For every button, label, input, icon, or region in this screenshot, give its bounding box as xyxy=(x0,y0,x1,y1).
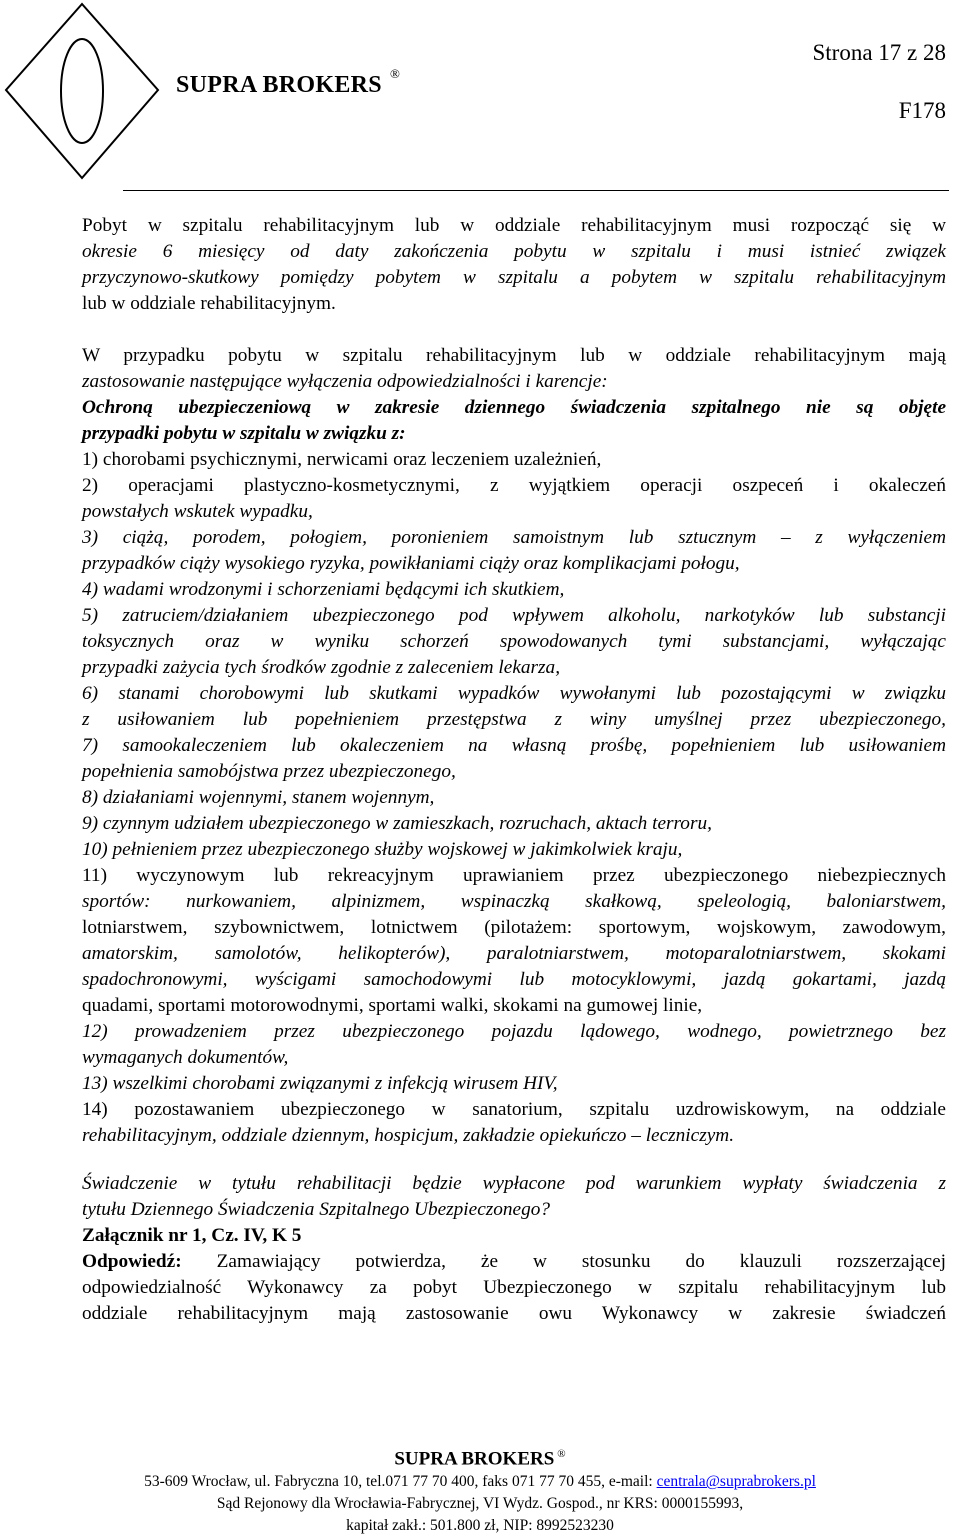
text-line: lub w oddziale rehabilitacyjnym. xyxy=(82,293,336,314)
list-item: quadami, sportami motorowodnymi, sportami walki, skokami na gumowej linie, xyxy=(82,995,703,1016)
list-item: z usiłowaniem lub popełnieniem przestępstwa z winy umyślnej przez ubezpieczonego, xyxy=(82,709,946,730)
list-item: 6) stanami chorobowymi lub skutkami wypadków wywołanymi lub pozostającymi w związku xyxy=(82,683,946,704)
exclusions-list xyxy=(82,447,946,1149)
list-item: spadochronowymi, wyścigami samochodowymi lub motocyklowymi, jazdą gokartami, jazdą xyxy=(82,969,946,990)
list-item: lotniarstwem, szybownictwem, lotnictwem (pilotażem: sportowym, wojskowym, zawodowym, xyxy=(82,917,946,938)
email-link[interactable]: centrala@suprabrokers.pl xyxy=(656,1473,816,1491)
list-item: 13) wszelkimi chorobami związanymi z infekcją wirusem HIV, xyxy=(82,1073,558,1094)
text-line xyxy=(82,1249,946,1275)
header-divider xyxy=(123,190,949,191)
text-line: przyczynowo-skutkowy pomiędzy pobytem w szpitalu a pobytem w szpitalu rehabilitacyjnym xyxy=(82,267,946,288)
list-item: powstałych wskutek wypadku, xyxy=(82,501,313,522)
footer-court-info: Sąd Rejonowy dla Wrocławia-Fabrycznej, VI Wydz. Gospod., nr KRS: 0000155993, xyxy=(216,1495,744,1513)
list-item: popełnienia samobójstwa przez ubezpieczonego, xyxy=(82,761,456,782)
list-item: rehabilitacyjnym, oddziale dziennym, hospicjum, zakładzie opiekuńczo – leczniczym. xyxy=(82,1125,735,1146)
list-item: 12) prowadzeniem przez ubezpieczonego pojazdu lądowego, wodnego, powietrznego bez xyxy=(82,1021,946,1042)
answer-text: Zamawiający potwierdza, że w stosunku do klauzuli rozszerzającej xyxy=(216,1251,946,1272)
form-code: F178 xyxy=(898,98,946,123)
text-line: przypadki pobytu w szpitalu w związku z: xyxy=(82,423,406,444)
list-item: 4) wadami wrodzonymi i schorzeniami będącymi ich skutkiem, xyxy=(82,579,565,600)
footer-capital-info: kapitał zakł.: 501.800 zł, NIP: 8992523230 xyxy=(346,1517,614,1535)
page-number: Strona 17 z 28 xyxy=(812,40,946,65)
text-line: zastosowanie następujące wyłączenia odpowiedzialności i karencje: xyxy=(82,371,608,392)
list-item: sportów: nurkowaniem, alpinizmem, wspinaczką skałkową, speleologią, baloniarstwem, xyxy=(82,891,946,912)
list-item: 10) pełnieniem przez ubezpieczonego służby wojskowej w jakimkolwiek kraju, xyxy=(82,839,683,860)
list-item: 11) wyczynowym lub rekreacyjnym uprawianiem przez ubezpieczonego niebezpiecznych xyxy=(82,865,946,886)
answer-block xyxy=(82,1249,946,1327)
text-line: W przypadku pobytu w szpitalu rehabilitacyjnym lub w oddziale rehabilitacyjnym mają xyxy=(82,345,946,366)
document-body xyxy=(82,213,946,1327)
list-item: 8) działaniami wojennymi, stanem wojennym, xyxy=(82,787,435,808)
question-block xyxy=(82,1171,946,1249)
answer-label: Odpowiedź: xyxy=(82,1251,182,1272)
paragraph-rehabilitation-timing xyxy=(82,213,946,317)
text-line: Pobyt w szpitalu rehabilitacyjnym lub w oddziale rehabilitacyjnym musi rozpocząć się w xyxy=(82,215,946,236)
page-footer xyxy=(0,1442,960,1537)
list-item: 9) czynnym udziałem ubezpieczonego w zamieszkach, rozruchach, aktach terroru, xyxy=(82,813,712,834)
list-item: przypadków ciąży wysokiego ryzyka, powikłaniami ciąży oraz komplikacjami połogu, xyxy=(82,553,740,574)
text-line: odpowiedzialność Wykonawcy za pobyt Ubezpieczonego w szpitalu rehabilitacyjnym lub xyxy=(82,1277,946,1298)
list-item: 5) zatruciem/działaniem ubezpieczonego pod wpływem alkoholu, narkotyków lub substancji xyxy=(82,605,946,626)
footer-registered-mark: ® xyxy=(557,1448,566,1460)
registered-mark: ® xyxy=(389,66,401,81)
text-line: oddziale rehabilitacyjnym mają zastosowanie owu Wykonawcy w zakresie świadczeń xyxy=(82,1303,946,1324)
list-item: 7) samookaleczeniem lub okaleczeniem na własną prośbę, popełnieniem lub usiłowaniem xyxy=(82,735,946,756)
text-line: tytułu Dziennego Świadczenia Szpitalnego Ubezpieczonego? xyxy=(82,1199,551,1220)
list-item: toksycznych oraz w wyniku schorzeń spowodowanych tymi substancjami, wyłączając xyxy=(82,631,946,652)
list-item: 1) chorobami psychicznymi, nerwicami oraz leczeniem uzależnień, xyxy=(82,449,602,470)
text-line: okresie 6 miesięcy od daty zakończenia pobytu w szpitalu i musi istnieć związek xyxy=(82,241,946,262)
list-item: 14) pozostawaniem ubezpieczonego w sanatorium, szpitalu uzdrowiskowym, na oddziale xyxy=(82,1099,946,1120)
list-item: amatorskim, samolotów, helikopterów), paralotniarstwem, motoparalotniarstwem, skokami xyxy=(82,943,946,964)
footer-address: 53-609 Wrocław, ul. Fabryczna 10, tel.071 77 70 400, faks 071 77 70 455, e-mail: centrala@suprabrokers.pl xyxy=(144,1473,816,1491)
text-line: Ochroną ubezpieczeniową w zakresie dziennego świadczenia szpitalnego nie są objęte xyxy=(82,397,946,418)
list-item: wymaganych dokumentów, xyxy=(82,1047,289,1068)
footer-brand: SUPRA BROKERS ® xyxy=(394,1448,566,1470)
brand-name: SUPRA BROKERS ® xyxy=(176,66,401,98)
list-item: 3) ciążą, porodem, połogiem, poronieniem samoistnym lub sztucznym – z wyłączeniem xyxy=(82,527,946,548)
list-item: przypadki zażycia tych środków zgodnie z zaleceniem lekarza, xyxy=(82,657,561,678)
company-logo xyxy=(0,0,160,190)
attachment-reference: Załącznik nr 1, Cz. IV, K 5 xyxy=(82,1225,302,1246)
text-line: Świadczenie w tytułu rehabilitacji będzie wypłacone pod warunkiem wypłaty świadczenia z xyxy=(82,1173,946,1194)
list-item: 2) operacjami plastyczno-kosmetycznymi, z wyjątkiem operacji oszpeceń i okaleczeń xyxy=(82,475,946,496)
paragraph-exclusions-intro xyxy=(82,343,946,447)
